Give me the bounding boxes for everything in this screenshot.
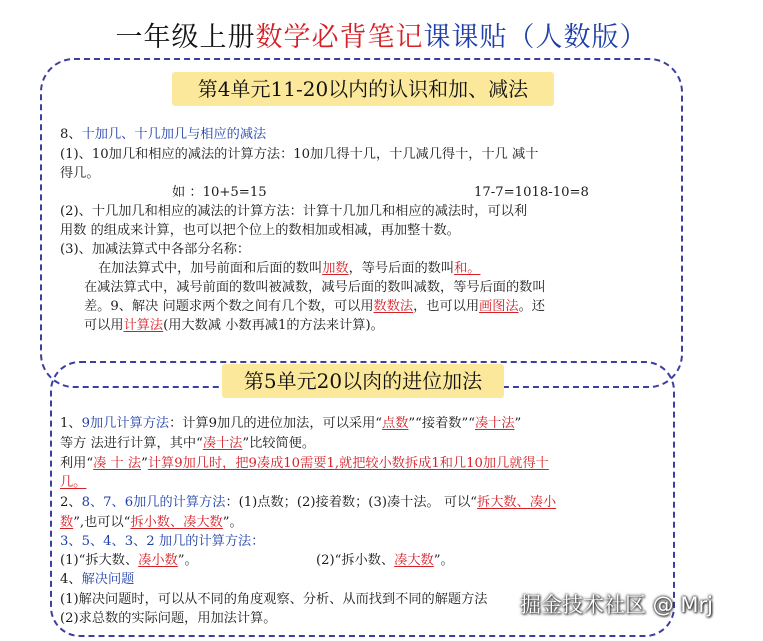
p7-end: (用大数减 小数再减1的方法来计算)。 xyxy=(163,318,384,333)
unit4-p2a: (2)、十几加几和相应的减法的计算方法：计算十几加几和相应的减法时，可以利 xyxy=(60,204,528,219)
s2-title: 8、7、6加几的计算方法 xyxy=(81,495,226,510)
unit5-s2-line1 xyxy=(60,493,556,513)
term-make-small: 凑小数 xyxy=(138,553,178,568)
s1-line2-end: ”比较简便。 xyxy=(242,436,316,451)
p6-text: 差。9、解决 问题求两个数之间有几个数，可以用 xyxy=(84,299,374,314)
term-make-ten-2: 凑十法 xyxy=(202,436,243,451)
term-split-small: 拆小数、凑大数 xyxy=(130,515,223,530)
page-title xyxy=(0,18,763,58)
s1-text-c: ” xyxy=(514,416,522,431)
term-counting-method: 数数法 xyxy=(373,299,414,314)
term-addend: 加数 xyxy=(322,261,349,276)
s3b-end: ”。 xyxy=(433,553,454,568)
unit4-p6 xyxy=(84,297,545,317)
unit5-s1-line3 xyxy=(60,454,549,474)
unit5-s3-heading: 3、5、4、3、2 加几的计算方法： xyxy=(60,534,265,549)
unit4-banner: 第4单元11-20以内的认识和加、减法 xyxy=(172,72,554,106)
example-label: 如 ： xyxy=(172,185,203,200)
s4-number: 4、 xyxy=(60,572,82,587)
term-split-big: 拆大数、凑小 xyxy=(477,495,557,510)
s4-title: 解决问题 xyxy=(81,572,135,587)
s2-text: ：(1)点数；(2)接着数；(3)凑十法。 可以“ xyxy=(225,495,478,510)
unit4-p1b: 得几。 xyxy=(60,166,100,181)
s2-line2-end: ”。 xyxy=(222,515,243,530)
p4-mid: ，等号后面的数叫 xyxy=(348,261,455,276)
s1-number: 1、 xyxy=(60,416,82,431)
unit5-s1-line4: 几。 xyxy=(60,475,87,490)
unit4-p7 xyxy=(84,316,384,336)
p4-text: 在加法算式中，加号前面和后面的数叫 xyxy=(98,261,323,276)
unit4-p5: 在减法算式中，减号前面的数叫被减数，减号后面的数叫减数，等号后面的数叫 xyxy=(84,280,546,295)
title-grade: 一年级上册 xyxy=(115,22,256,53)
unit5-s3-item2 xyxy=(316,551,454,571)
term-sum: 和。 xyxy=(454,261,481,276)
unit5-banner: 第5单元20以肉的进位加法 xyxy=(222,364,504,398)
s1-text-b: ”“接着数”“ xyxy=(408,416,475,431)
unit5-s4-heading xyxy=(60,570,134,590)
term-split-big-end: 数 xyxy=(60,515,74,530)
s3a-end: ”。 xyxy=(177,553,198,568)
unit5-s1-line1 xyxy=(60,414,521,434)
s1-rule-text: 计算9加几时，把9凑成10需要1,就把较小数拆成1和几10加几就得十 xyxy=(147,456,549,471)
unit5-s4-item2: (2)求总数的实际问题，用加法计算。 xyxy=(60,611,277,626)
term-drawing-method: 画图法 xyxy=(479,299,519,314)
term-make-ten: 凑十法 xyxy=(474,416,515,431)
unit4-p2b: 用数 的组成来计算，也可以把个位上的数相加或相减，再加整十数。 xyxy=(60,223,460,238)
s2-line2-text: ”,也可以“ xyxy=(73,515,131,530)
unit4-example-subtraction: 17-7=1018-10=8 xyxy=(474,185,589,200)
unit5-s3-item1 xyxy=(60,551,198,571)
s2-number: 2、 xyxy=(60,495,82,510)
title-edition: 课课贴（人数版） xyxy=(423,22,648,53)
unit5-s1-line2 xyxy=(60,434,315,454)
p6-end: 。还 xyxy=(518,299,545,314)
term-point-count: 点数 xyxy=(382,416,409,431)
juejin-watermark: 掘金技术社区 @ Mrj xyxy=(520,593,713,617)
s1-line3-text: 利用“ xyxy=(60,456,94,471)
unit5-s4-item1: (1)解决问题时，可以从不同的角度观察、分析、从而找到不同的解题方法 xyxy=(60,592,488,607)
s1-line2-text: 等方 法进行计算，其中“ xyxy=(60,436,203,451)
unit4-section8-heading xyxy=(60,125,266,145)
term-calculation-method: 计算法 xyxy=(123,318,164,333)
term-make-big: 凑大数 xyxy=(394,553,434,568)
p7-text: 可以用 xyxy=(84,318,124,333)
s3b-text: (2)“拆小数、 xyxy=(316,553,395,568)
s1-line3-mid: ” xyxy=(141,456,148,471)
s1-text-a: ：计算9加几的进位加法，可以采用“ xyxy=(169,416,383,431)
unit5-s2-line2 xyxy=(60,513,243,533)
s1-title: 9加几计算方法 xyxy=(81,416,170,431)
example-addition: 10+5=15 xyxy=(202,185,267,200)
title-subject: 数学必背笔记 xyxy=(255,22,424,53)
s3a-text: (1)“拆大数、 xyxy=(60,553,139,568)
unit4-example-row xyxy=(172,183,267,203)
p6-mid: ，也可以用 xyxy=(413,299,480,314)
unit4-p3: (3)、加减法算式中各部分名称： xyxy=(60,242,251,257)
unit4-p1a: (1)、10加几和相应的减法的计算方法：10加几得十几，十几减几得十，十几 减十 xyxy=(60,147,539,162)
unit4-p4 xyxy=(98,259,480,279)
section8-title: 十加几、十几加几与相应的减法 xyxy=(81,127,267,142)
section8-number: 8、 xyxy=(60,127,82,142)
term-make-ten-3: 凑 十 法 xyxy=(93,456,142,471)
